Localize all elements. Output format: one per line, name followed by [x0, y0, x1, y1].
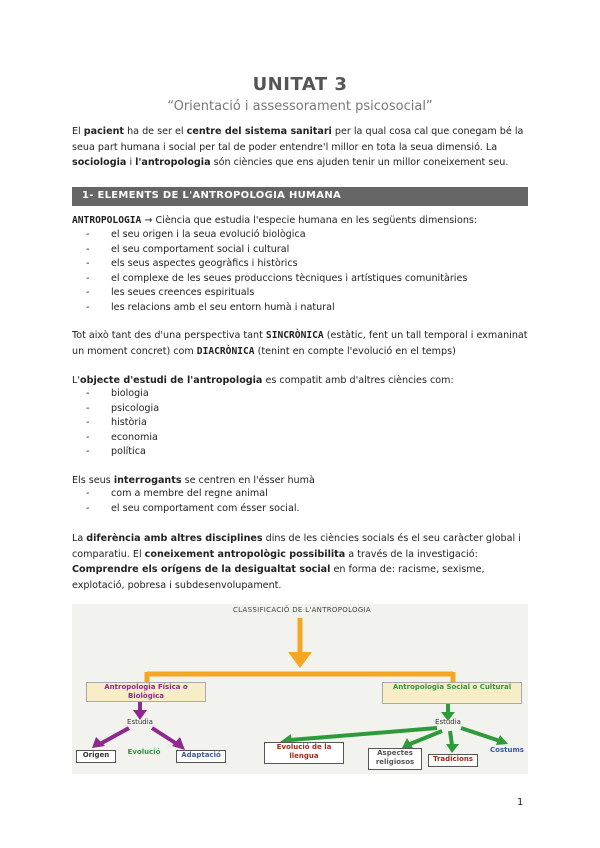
list-item: - les seues creences espirituals: [86, 286, 526, 301]
list-item: - biologia: [86, 387, 526, 402]
list-item: - com a membre del regne animal: [86, 487, 526, 502]
sciences-list: [86, 387, 526, 460]
list-item: - psicologia: [86, 402, 526, 417]
studies-label-left: Estudia: [127, 718, 153, 726]
page-subtitle: “Orientació i assessorament psicosocial”: [167, 99, 433, 114]
list-item: - economia: [86, 431, 526, 446]
interrogants-paragraph: Els seus interrogants se centren en l'ésser humà: [72, 475, 315, 486]
classification-diagram: [72, 604, 528, 774]
page-title: UNITAT 3: [252, 74, 348, 95]
leaf-origin: Origen: [76, 750, 116, 763]
list-item: - les relacions amb el seu entorn humà i natural: [86, 301, 526, 316]
leaf-traditions: Tradicions: [428, 754, 478, 767]
list-item: - el seu comportament social i cultural: [86, 243, 526, 258]
difference-paragraph: La diferència amb altres disciplines dins de les ciències socials és el seu caràcter global i comparatiu. El coneixement antropològic possibilita a través de la investigació: Comprendre els orígens de la desigualtat social en forma de: racisme, sexisme, explotació, pobresa i subdesenvolupament.: [72, 533, 521, 591]
leaf-evolution: Evolució: [127, 748, 161, 756]
intro-paragraph: El pacient ha de ser el centre del sistema sanitari per la qual cosa cal que conegam bé la seua part humana i social per tal de poder entendre'l millor en tota la seua dimensió. La sociologia i l'antropologia són ciències que ens ajuden tenir un millor coneixement seu.: [72, 126, 524, 168]
antropologia-definition: ANTROPOLOGIA → Ciència que estudia l'especie humana en les següents dimensions:: [72, 215, 478, 226]
perspective-paragraph: Tot això tant des d'una perspectiva tant SINCRÒNICA (estàtic, fent un tall temporal i exmaninat un moment concret) com DIACRÒNICA (tenint en compte l'evolució en el temps): [72, 330, 528, 357]
main-arrow-head: [288, 652, 312, 668]
list-item: - política: [86, 445, 526, 460]
leaf-language-evolution: Evolució de la llengua: [264, 742, 344, 764]
page-number: 1: [517, 797, 524, 808]
list-item: - història: [86, 416, 526, 431]
section-header-bar: [72, 187, 528, 206]
studies-label-right: Estudia: [435, 718, 461, 726]
list-item: - els seus aspectes geogràfics i històrics: [86, 257, 526, 272]
leaf-customs: Costums: [490, 746, 524, 754]
leaf-religious-aspects: Aspectes religiosos: [368, 748, 422, 770]
orange-arrows: [147, 618, 453, 682]
list-item: - el complexe de les seues produccions tècniques i artístiques comunitàries: [86, 272, 526, 287]
object-paragraph: L'objecte d'estudi de l'antropologia es compatit amb d'altres ciències com:: [72, 375, 454, 386]
dimensions-list: [86, 228, 526, 316]
branch-social: Antropologia Social o Cultural: [382, 682, 522, 704]
branch-physical: Antropologia Física o Biològica: [86, 682, 206, 702]
leaf-adaptation: Adaptació: [176, 750, 226, 763]
interrogants-list: [86, 487, 526, 516]
list-item: - el seu comportament com ésser social.: [86, 502, 526, 517]
list-item: - el seu origen i la seua evolució biològica: [86, 228, 526, 243]
section-title: 1- ELEMENTS DE L'ANTROPOLOGIA HUMANA: [82, 190, 342, 201]
diagram-title: CLASSIFICACIÓ DE L'ANTROPOLOGIA: [232, 606, 372, 614]
